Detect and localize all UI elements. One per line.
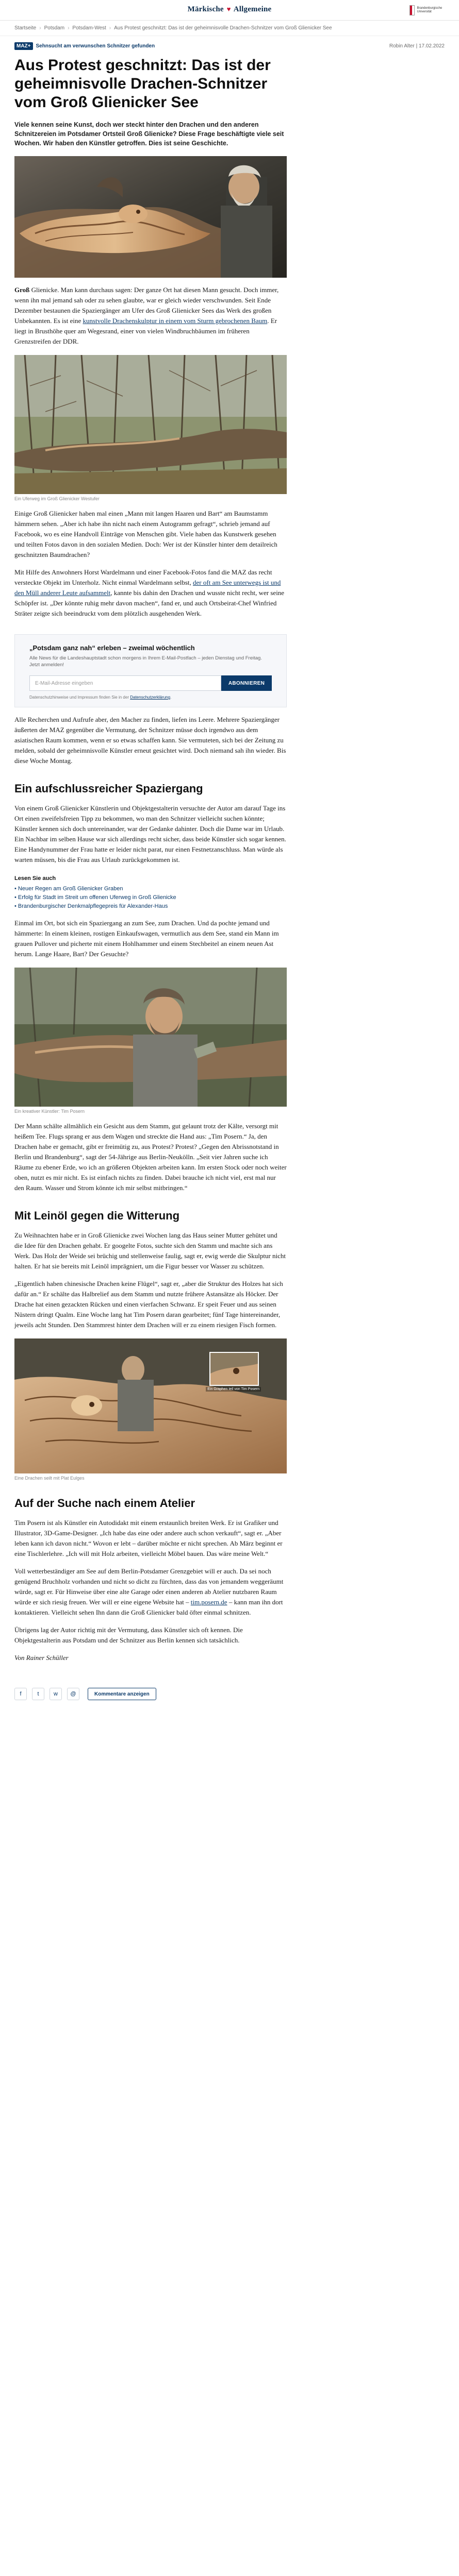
paragraph-1-text: Glienicke. Man kann durchaus sagen: Der ganze Ort hat diesen Mann gesucht. Doch immer, wenn ihn mal jemand sah oder zu sehen glaubte, war er gleich wieder verschwunden. Seit Ende Dezember bestaunen die Spaziergänger am Ufer des Groß Glienicker Sees das Werk des großen Unbekannten. Es ist eine (14, 286, 279, 325)
paragraph-7: Der Mann schälte allmählich ein Gesicht aus dem Stamm, gut gelaunt trotz der Kälte, versorgt mit heißem Tee. Flugs sprang er aus dem Wagen und streckte die Hand aus: „Tim Posern.“ Ja, den Drachen habe er gemacht, gibt er freimütig zu, aus Protest? Protest? „Gegen den Abrissnotstand in Berlin und Brandenburg“, sagt der 54-Jährige aus Berlin-Neukölln. „Seit vier Jahren suche ich Räume zu ebener Erde, wo ich an größeren Objekten arbeiten kann. Im ersten Stock oder noch weiter oben, nutzt es mir nicht. Es ist einfach nichts zu finden. Dabei brauche ich nicht viel, erst mal nur den Raum. Wasser und Strom könnte ich mir selbst mitbringen.“ (14, 1122, 287, 1192)
breadcrumb-item-home[interactable]: Startseite (14, 25, 37, 31)
paragraph-11 (14, 1566, 287, 1618)
paragraph-4: Alle Recherchen und Aufrufe aber, den Macher zu finden, liefen ins Leere. Mehrere Spaziergänger äußerten der MAZ gegenüber die Vermutung, der Schnitzer müsse doch irgendwo aus dem asiatischen Raum kommen, wenn er so etwas schaffen kann. Sie vermuteten, sich bei der Zeitung zu melden, sobald der geheimnisvolle Künstler erneut gesichtet wird. Doch niemand sah ihn wieder. Bis diese Woche Montag. (14, 716, 286, 765)
link-artist-website[interactable]: tim.posern.de (190, 1598, 227, 1606)
carving-inset-photo (209, 1352, 259, 1386)
article-date: Robin Alter | 17.02.2022 (389, 43, 445, 49)
newsletter-subscribe-button[interactable]: ABONNIEREN (221, 675, 272, 691)
breadcrumb-separator-icon: › (39, 25, 41, 31)
paragraph-6: Einmal im Ort, bot sich ein Spaziergang an zum See, zum Drachen. Und da pochte jemand und hämmerte: In einem kleinen, rostigen Einkaufswagen, vermutlich aus dem See, stand ein Mann im grauen Pullover und picherte mit einem Hohlhammer und einem Stechbeitel an einem neuen Ast herum. Lange Haare, Bart? Der Gesuchte? (14, 919, 279, 958)
show-comments-button[interactable]: Kommentare anzeigen (88, 1688, 156, 1700)
partner-text: Brandenburgische Universität (417, 7, 442, 13)
breadcrumb-bar (0, 21, 459, 36)
fallen-trees-photo[interactable] (14, 355, 287, 494)
maz-plus-badge: MAZ+ (14, 42, 33, 50)
figure-artist (14, 968, 287, 1114)
partner-crest-icon (409, 5, 415, 15)
related-link-2[interactable]: • Erfolg für Stadt im Streit um offenen Uferweg in Groß Glienicke (14, 893, 287, 902)
whatsapp-share-icon[interactable]: w (50, 1688, 62, 1700)
partner-logo[interactable] (409, 4, 446, 16)
newsletter-legal-text: Datenschutzhinweise und Impressum finden Sie in der (29, 695, 129, 700)
breadcrumb-separator-icon: › (109, 25, 111, 31)
link-dragon-sculpture[interactable]: kunstvolle Drachenskulptur in einem vom Sturm gebrochenen Baum (83, 317, 268, 325)
newsletter-form (29, 675, 272, 691)
figure-carving-closeup (14, 1338, 287, 1481)
artist-caption: Ein kreativer Künstler: Tim Posern (14, 1109, 85, 1114)
main-container (14, 56, 445, 1700)
paragraph-3-end: , kannte bis dahin den Drachen und wusste nicht recht, wer seine Schöpfer ist. „Der könnte ruhig mehr davon machen“, fand er, und auch Ortsbeirat-Chef Winfried Sträter zeigte sich beeindruckt vom dem plötzlich ausgehenden Werk. (14, 589, 285, 617)
newsletter-email-input[interactable]: E-Mail-Adresse eingeben (29, 675, 221, 691)
breadcrumb-item-section[interactable]: Potsdam-West (72, 25, 106, 31)
masthead-right: Allgemeine (233, 5, 272, 13)
article-lead: Viele kennen seine Kunst, doch wer steckt hinter den Drachen und den anderen Schnitzereien im Potsdamer Ortsteil Groß Glienicke? Diese Frage beschäftigte viele seit Wochen. Wir haben den Künstler getroffen. Dies ist seine Geschichte. (14, 121, 284, 147)
fallen-trees-caption: Ein Uferweg im Groß Glienicker Westufer (14, 496, 100, 501)
facebook-share-icon[interactable]: f (14, 1688, 27, 1700)
related-link-3[interactable]: • Brandenburgischer Denkmalpflegepreis für Alexander-Haus (14, 902, 287, 911)
paragraph-5: Von einem Groß Glienicker Künstlerin und Objektgestalterin versuchte der Autor am darauf Tage ins Ort einen zweifelsfreien Tipp zu bekommen, wo man den Schnitzer vielleicht suchen könnte; Künstler kennen sich doch untereinander, war der Gedanke dahinter. Doch die Dame war im Urlaub. Ein Nachbar im selben Hause war sich allerdings recht sicher, dass beide Künstler sich sogar kennen. Eine Handynummer der Frau hatte er leider nicht parat, nur einen Festnetzanschluss. Man würde als warten müssen, bis die Frau aus Urlaub zurückgekommen ist. (14, 804, 286, 863)
paragraph-1-end: . Er liegt in Brusthöhe quer am Wegesrand, einer von vielen Windbruchbäumen im früheren Grenzstreifen der DDR. (14, 317, 277, 345)
masthead-logo[interactable] (0, 5, 459, 14)
carving-caption: Eine Drachen seilt mit Plat Eulges (14, 1476, 85, 1481)
twitter-share-icon[interactable]: t (32, 1688, 44, 1700)
article (14, 56, 287, 1700)
paragraph-10: Tim Posern ist als Künstler ein Autodidakt mit einem erstaunlich breiten Werk. Er ist Grafiker und Illustrator, 3D-Game-Designer. „Ich habe das eine oder andere auch schon verkauft“, sagt er. „Aber leben kann ich davon nicht.“ Wovon er lebt – darüber möchte er nicht sprechen. Ab März beginnt er eine Tischlerlehre. „Ich will mit Holz arbeiten, vielleicht Möbel bauen. Das wäre meine Welt.“ (14, 1519, 283, 1557)
paragraph-1 (14, 285, 287, 347)
subhead-witterung: Mit Leinöl gegen die Witterung (14, 1209, 180, 1222)
email-share-icon[interactable]: @ (67, 1688, 79, 1700)
paragraph-1-dateline: Groß (14, 286, 30, 294)
related-links-title: Lesen Sie auch (14, 875, 56, 882)
share-row (14, 1688, 287, 1700)
masthead-left: Märkische (187, 5, 224, 13)
figure-fallen-trees (14, 355, 287, 501)
subhead-spaziergang: Ein aufschlussreicher Spaziergang (14, 782, 203, 795)
carving-inset-caption: Ein Graphen teil von Tim Posern (206, 1387, 261, 1392)
carving-closeup-photo[interactable] (14, 1338, 287, 1473)
breadcrumb-separator-icon: › (68, 25, 70, 31)
related-links (14, 875, 287, 911)
heart-icon: ♥ (226, 5, 231, 13)
subhead-atelier: Auf der Suche nach einem Atelier (14, 1497, 195, 1510)
article-kicker: Sehnsucht am verwunschen Schnitzer gefunden (36, 43, 155, 49)
breadcrumb-item-current: Aus Protest geschnitzt: Das ist der geheimnisvolle Drachen-Schnitzer vom Groß Glienicker See (114, 25, 332, 31)
paragraph-11-end: – kann man ihn dort kontaktieren. Vielleicht sehen Ihn dann die Groß Glienicker bald öfter einmal schnitzen. (14, 1598, 283, 1616)
paragraph-12: Übrigens lag der Autor richtig mit der Vermutung, dass Künstler sich oft kennen. Die Objektgestalterin aus Potsdam und der Schnitzer aus Berlin kennen sich tatsächlich. (14, 1626, 243, 1644)
article-headline: Aus Protest geschnitzt: Das ist der geheimnisvolle Drachen-Schnitzer vom Groß Glienicker See (14, 57, 271, 111)
paragraph-11-text: Voll wetterbeständiger am See auf dem Berlin-Potsdamer Grenzgebiet will er auch. Da sei noch genügend Bruchholz vorhanden und nicht so dicht zu fürchten, dass das von jemandem weggeräumt würde, sagt er. Für Hinweise über eine alte Garage oder einen anderen ab Atelier nutzbaren Raum würde er sich riesig freuen. Wer will er eine eigene Website hat – (14, 1567, 284, 1606)
newsletter-box (14, 634, 287, 707)
link-wardelmann[interactable]: der oft am See unterwegs ist und den Müll anderer Leute aufsammelt (14, 579, 281, 597)
newsletter-subtitle: Alle News für die Landeshauptstadt schon morgens in Ihrem E-Mail-Postfach – jeden Dienstag und Freitag. Jetzt anmelden! (29, 655, 262, 668)
paragraph-3 (14, 567, 287, 619)
article-meta (14, 42, 445, 50)
paragraph-3-text: Mit Hilfe des Anwohners Horst Wardelmann und einer Facebook-Fotos fand die MAZ das recht versteckte Objekt im Unterholz. Nicht einmal Wardelmann selbst, (14, 568, 272, 586)
breadcrumb-item-potsdam[interactable]: Potsdam (44, 25, 65, 31)
newsletter-title: „Potsdam ganz nah“ erleben – zweimal wöchentlich (29, 644, 195, 652)
artist-photo[interactable] (14, 968, 287, 1107)
site-header (0, 0, 459, 21)
newsletter-privacy-link[interactable]: Datenschutzerklärung (130, 695, 171, 700)
paragraph-8: Zu Weihnachten habe er in Groß Glienicke zwei Wochen lang das Haus seiner Mutter gehütet und die Idee für den Drachen gehabt. Er googelte Fotos, suchte sich den Stamm und machte sich ans Werk. Das Holz der Weide sei brüchig und stellenweise faulig, sagt er, ewig werde die Skulptur nicht halten. Er hat sie bereits mit Leinöl imprägniert, um die Figur besser vor Wasser zu schützen. (14, 1231, 286, 1270)
hero-photo[interactable] (14, 156, 287, 278)
paragraph-2: Einige Groß Glienicker haben mal einen „Mann mit langen Haaren und Bart“ am Baumstamm hämmern sehen. „Aber ich habe ihn nicht nach einem Autogramm gefragt“, schrieb jemand auf Facebook, wo es eine Handvoll Einträge von Menschen gibt. Viele haben das Kunstwerk gesehen und teilten Fotos davon in den sozialen Medien. Doch: Wer ist der Künstler hinter dem detailreich geschnitzten Baumdrachen? (14, 510, 277, 558)
paragraph-9: „Eigentlich haben chinesische Drachen keine Flügel“, sagt er, „aber die Struktur des Holzes hat sich dafür an.“ Er schälte das Halbrelief aus dem Stamm und nutzte frühere Astansätze als Höcker. Der Drache hat einen gezackten Rücken und einen vierfachen Schwanz. Er speit Feuer und aus seinen Nüstern dringt Qualm. Eine Woche lang hat Tim Posern daran gearbeitet; fünf Tage hintereinander, jeweils acht Stunden. Den Stammrest hinter dem Drachen will er zu einem riesigen Fisch formen. (14, 1280, 283, 1329)
newsletter-legal: Datenschutzhinweise und Impressum finden Sie in der Datenschutzerklärung. (29, 695, 172, 700)
article-author: Von Rainer Schüller (14, 1654, 69, 1662)
related-link-1[interactable]: • Neuer Regen am Groß Glienicker Graben (14, 885, 287, 893)
breadcrumb (14, 25, 445, 31)
figure-hero (14, 156, 287, 278)
